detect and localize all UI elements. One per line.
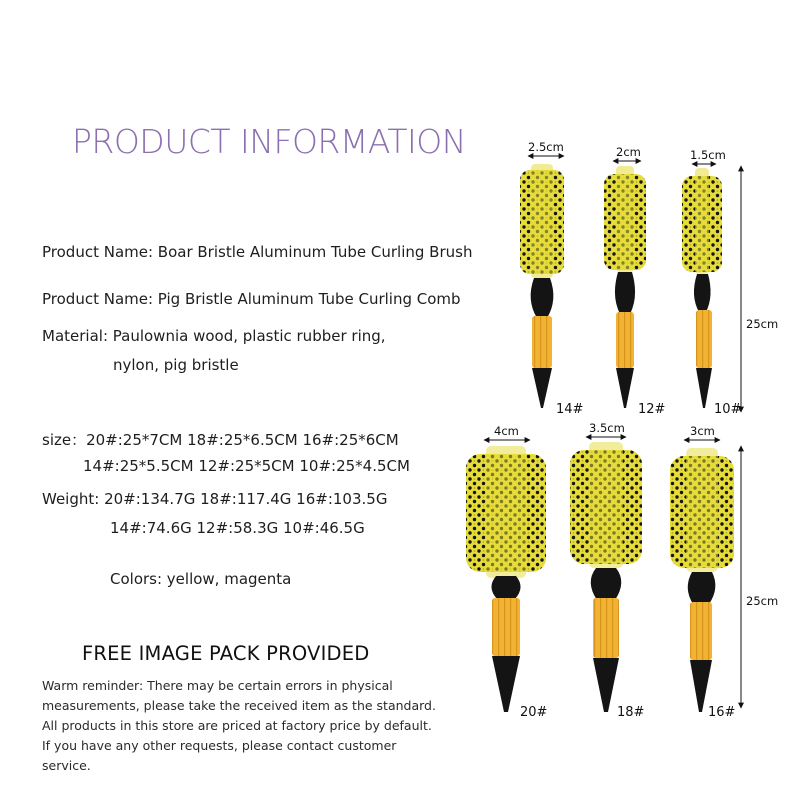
- diameter-10: 1.5cm: [690, 148, 726, 162]
- diameter-16: 3cm: [690, 424, 715, 438]
- label-12: 12#: [638, 402, 666, 417]
- label-16: 16#: [708, 705, 736, 720]
- label-18: 18#: [617, 705, 645, 720]
- product-name-brush: Product Name: Boar Bristle Aluminum Tube Curling Brush: [42, 243, 473, 261]
- label-14: 14#: [556, 402, 584, 417]
- length-top: 25cm: [746, 317, 779, 331]
- weight-line-1: Weight: 20#:134.7G 18#:117.4G 16#:103.5G: [42, 490, 388, 508]
- brush-12: [604, 166, 646, 408]
- label-10: 10#: [714, 402, 742, 417]
- material-line-2: nylon, pig bristle: [113, 356, 239, 374]
- colors-line: Colors: yellow, magenta: [110, 570, 292, 588]
- diameter-14: 2.5cm: [528, 140, 564, 154]
- diameter-20: 4cm: [494, 424, 519, 438]
- free-image-pack-heading: FREE IMAGE PACK PROVIDED: [82, 642, 370, 665]
- brush-18: [570, 442, 642, 712]
- diameter-12: 2cm: [616, 145, 641, 159]
- size-line-1: size：20#:25*7CM 18#:25*6.5CM 16#:25*6CM: [42, 431, 399, 449]
- brush-10: [682, 168, 722, 408]
- product-name-comb: Product Name: Pig Bristle Aluminum Tube Curling Comb: [42, 290, 461, 308]
- length-bottom: 25cm: [746, 594, 779, 608]
- diameter-18: 3.5cm: [589, 421, 625, 435]
- material-line-1: Material: Paulownia wood, plastic rubber ring,: [42, 327, 386, 345]
- warm-reminder: Warm reminder: There may be certain errors in physical measurements, please take the received item as the standard. All products in this store are priced at factory price by default. If you have any other requests, please contact customer service.: [42, 678, 436, 773]
- page-title: PRODUCT INFORMATION: [72, 122, 466, 161]
- brush-16: [670, 448, 734, 712]
- brush-14: [520, 164, 564, 408]
- size-line-2: 14#:25*5.5CM 12#:25*5CM 10#:25*4.5CM: [83, 457, 410, 475]
- weight-line-2: 14#:74.6G 12#:58.3G 10#:46.5G: [110, 519, 365, 537]
- brush-20: [466, 446, 546, 712]
- label-20: 20#: [520, 705, 548, 720]
